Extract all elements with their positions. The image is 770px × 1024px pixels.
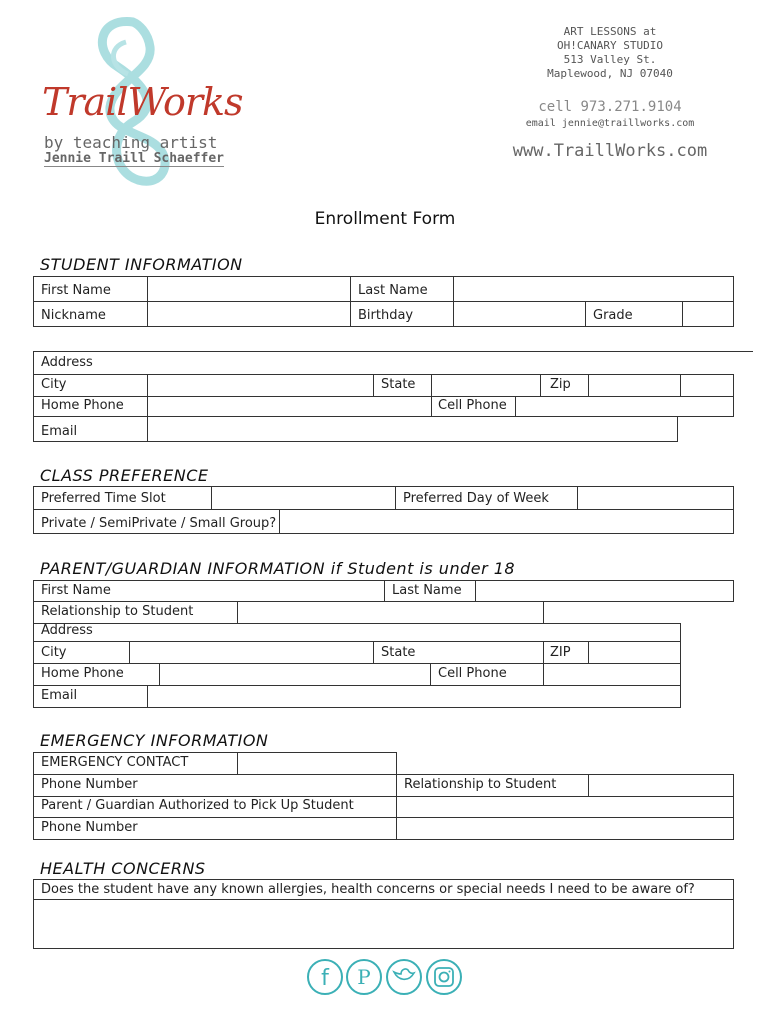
- input-pickup-phone[interactable]: [397, 818, 733, 838]
- label-parent-relationship: Relationship to Student: [41, 604, 194, 619]
- input-last-name[interactable]: [454, 277, 733, 301]
- section-title-parent: PARENT/GUARDIAN INFORMATION if Student is under 18: [40, 559, 516, 578]
- input-first-name[interactable]: [148, 277, 349, 301]
- input-parent-city[interactable]: [130, 642, 372, 662]
- label-time-slot: Preferred Time Slot: [41, 491, 166, 506]
- label-email: Email: [41, 424, 78, 439]
- svg-text:P: P: [357, 965, 371, 989]
- social-icons: [305, 956, 465, 998]
- input-time-slot[interactable]: [212, 487, 394, 508]
- label-parent-email: Email: [41, 688, 78, 703]
- input-emergency-contact[interactable]: [238, 753, 395, 773]
- label-group-type: Private / SemiPrivate / Small Group?: [41, 516, 277, 531]
- input-grade[interactable]: [683, 302, 733, 326]
- input-parent-home-phone[interactable]: [160, 664, 429, 684]
- form-title: Enrollment Form: [314, 209, 456, 229]
- input-parent-address[interactable]: [130, 624, 679, 640]
- label-address: Address: [41, 355, 93, 370]
- input-home-phone[interactable]: [148, 397, 430, 415]
- label-cell-phone: Cell Phone: [438, 398, 507, 413]
- label-authorized-pickup: Parent / Guardian Authorized to Pick Up Student: [41, 798, 354, 813]
- header-cell: cell 973.271.9104: [538, 99, 682, 115]
- label-parent-city: City: [41, 645, 67, 660]
- label-emergency-phone: Phone Number: [41, 777, 138, 792]
- section-title-class-preference: CLASS PREFERENCE: [40, 466, 209, 485]
- label-last-name: Last Name: [358, 283, 428, 298]
- input-emergency-phone[interactable]: [160, 775, 395, 795]
- input-nickname[interactable]: [148, 302, 349, 326]
- header-email: email jennie@traillworks.com: [525, 118, 695, 129]
- input-parent-cell-phone[interactable]: [544, 664, 679, 684]
- input-parent-first-name[interactable]: [160, 581, 383, 600]
- input-zip[interactable]: [589, 375, 679, 395]
- label-pickup-phone: Phone Number: [41, 820, 138, 835]
- label-grade: Grade: [593, 308, 633, 323]
- instagram-icon[interactable]: [427, 960, 461, 994]
- input-health-answer[interactable]: [34, 900, 737, 952]
- input-day-of-week[interactable]: [578, 487, 733, 508]
- logo-artist-name: Jennie Traill Schaeffer: [44, 151, 225, 166]
- input-address[interactable]: [148, 352, 748, 373]
- input-authorized-pickup[interactable]: [397, 797, 733, 816]
- label-city: City: [41, 377, 67, 392]
- label-birthday: Birthday: [358, 308, 414, 323]
- input-parent-relationship[interactable]: [238, 602, 542, 622]
- label-nickname: Nickname: [41, 308, 106, 323]
- label-zip: Zip: [550, 377, 571, 392]
- input-parent-state[interactable]: [431, 642, 542, 662]
- label-parent-zip: ZIP: [550, 645, 571, 660]
- label-emergency-relationship: Relationship to Student: [404, 777, 557, 792]
- facebook-icon[interactable]: [308, 960, 342, 994]
- input-email[interactable]: [148, 417, 676, 440]
- label-emergency-contact: EMERGENCY CONTACT: [41, 755, 189, 770]
- label-parent-last-name: Last Name: [392, 583, 462, 598]
- input-parent-zip[interactable]: [589, 642, 679, 662]
- label-home-phone: Home Phone: [41, 398, 124, 413]
- section-title-health: HEALTH CONCERNS: [40, 859, 206, 878]
- label-state: State: [381, 377, 416, 392]
- label-first-name: First Name: [41, 283, 111, 298]
- input-parent-last-name[interactable]: [476, 581, 733, 600]
- header-line4: Maplewood, NJ 07040: [547, 67, 673, 80]
- svg-text:f: f: [321, 966, 329, 991]
- input-emergency-relationship[interactable]: [589, 775, 733, 795]
- input-cell-phone[interactable]: [516, 397, 732, 415]
- header-line1: ART LESSONS at: [563, 25, 657, 38]
- logo-brand: TrailWorks: [42, 80, 243, 124]
- input-group-type[interactable]: [280, 510, 733, 533]
- header-line2: OH!CANARY STUDIO: [557, 39, 663, 52]
- header-line3: 513 Valley St.: [563, 53, 657, 66]
- logo-by-line: by teaching artist: [44, 133, 218, 152]
- label-parent-address: Address: [41, 623, 93, 638]
- label-parent-home-phone: Home Phone: [41, 666, 124, 681]
- section-title-emergency: EMERGENCY INFORMATION: [40, 731, 269, 750]
- header-website: www.TraillWorks.com: [512, 141, 708, 161]
- input-city[interactable]: [148, 375, 372, 395]
- label-day-of-week: Preferred Day of Week: [403, 491, 549, 506]
- pinterest-icon[interactable]: [347, 960, 381, 994]
- input-parent-email[interactable]: [148, 686, 679, 706]
- label-health-question: Does the student have any known allergies, health concerns or special needs I need to be aware of?: [41, 882, 695, 897]
- input-birthday[interactable]: [454, 302, 584, 326]
- label-parent-first-name: First Name: [41, 583, 111, 598]
- section-title-student: STUDENT INFORMATION: [40, 255, 243, 274]
- input-state[interactable]: [432, 375, 539, 395]
- label-parent-state: State: [381, 645, 416, 660]
- twitter-icon[interactable]: [387, 960, 421, 994]
- label-parent-cell-phone: Cell Phone: [438, 666, 507, 681]
